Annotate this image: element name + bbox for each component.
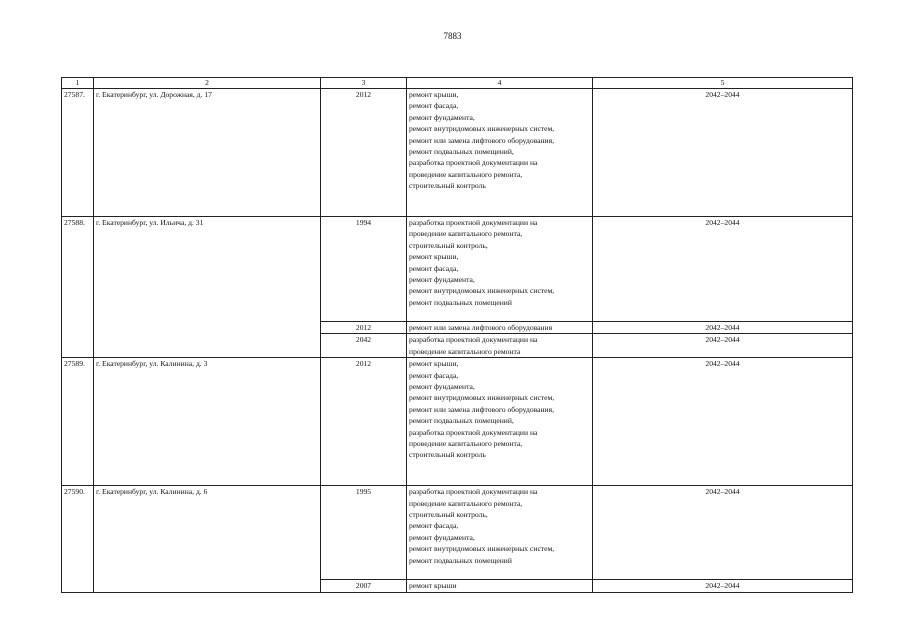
work-item: ремонт внутридомовых инженерных систем, [409,124,555,134]
table-row [62,217,853,322]
work-item: проведение капитального ремонта, [409,498,523,508]
work-item: ремонт внутридомовых инженерных систем, [409,286,555,296]
entry-address: г. Екатеринбург, ул. Ильича, д. 31 [94,217,321,358]
column-header-address: 2 [94,78,321,89]
repair-term: 2042–2044 [593,217,853,322]
entry-number: 27590. [62,486,94,592]
entry-address: г. Екатеринбург, ул. Калинина, д. 6 [94,486,321,592]
build-year: 1995 [321,486,407,580]
entry-number: 27589. [62,358,94,486]
work-item: ремонт или замена лифтового оборудования, [409,404,554,414]
work-item: ремонт фасада, [409,263,459,273]
table-header-row [62,78,853,89]
table-body [62,89,853,593]
work-item: ремонт подвальных помещений [409,297,512,307]
entry-number: 27588. [62,217,94,358]
entry-address: г. Екатеринбург, ул. Дорожная, д. 17 [94,89,321,217]
work-item: разработка проектной документации на [409,335,538,345]
table-row [62,358,853,486]
work-item: ремонт фундамента, [409,382,475,392]
work-item: ремонт крыши [409,581,457,591]
column-header-year: 3 [321,78,407,89]
work-item: ремонт фундамента, [409,275,475,285]
work-item: строительный контроль [409,181,486,191]
work-item: ремонт или замена лифтового оборудования [409,323,553,332]
build-year: 2007 [321,580,407,592]
work-item: проведение капитального ремонта, [409,169,523,179]
work-item: разработка проектной документации на [409,158,538,168]
work-item: строительный контроль, [409,510,488,520]
page-number: 7883 [443,31,462,41]
repair-term: 2042–2044 [593,334,853,358]
build-year: 2012 [321,358,407,486]
work-item: ремонт подвальных помещений, [409,416,514,426]
work-item: разработка проектной документации на [409,487,538,497]
entry-number: 27587. [62,89,94,217]
works-list [407,322,593,334]
column-header-term: 5 [593,78,853,89]
work-item: ремонт фасада, [409,521,459,531]
work-item: ремонт или замена лифтового оборудования, [409,135,554,145]
work-item: ремонт внутридомовых инженерных систем, [409,393,555,403]
works-list [407,334,593,358]
build-year: 2012 [321,89,407,217]
work-item: ремонт крыши, [409,90,459,99]
work-item: строительный контроль [409,450,486,460]
work-item: ремонт фасада, [409,370,459,380]
build-year: 2012 [321,322,407,334]
work-item: ремонт крыши, [409,359,459,369]
table-row [62,486,853,580]
repair-term: 2042–2044 [593,358,853,486]
build-year: 2042 [321,334,407,358]
work-item: ремонт крыши, [409,252,459,262]
work-item: ремонт фасада, [409,101,459,111]
work-item: ремонт подвальных помещений, [409,147,514,157]
works-list [407,486,593,580]
repair-schedule-table [61,77,853,593]
column-header-works: 4 [407,78,593,89]
build-year: 1994 [321,217,407,322]
repair-term: 2042–2044 [593,322,853,334]
work-item: ремонт подвальных помещений [409,555,512,565]
work-item: разработка проектной документации на [409,427,538,437]
work-item: ремонт фундамента, [409,112,475,122]
works-list [407,580,593,592]
repair-term: 2042–2044 [593,580,853,592]
works-list [407,89,593,217]
work-item: ремонт фундамента, [409,532,475,542]
work-item: разработка проектной документации на [409,218,538,227]
table-row [62,89,853,217]
repair-term: 2042–2044 [593,89,853,217]
work-item: ремонт внутридомовых инженерных систем, [409,544,555,554]
entry-address: г. Екатеринбург, ул. Калинина, д. 3 [94,358,321,486]
works-list [407,358,593,486]
work-item: проведение капитального ремонта, [409,439,523,449]
work-item: проведение капитального ремонта, [409,229,523,239]
works-list [407,217,593,322]
column-header-number: 1 [62,78,94,89]
work-item: проведение капитального ремонта [409,346,521,356]
repair-term: 2042–2044 [593,486,853,580]
work-item: строительный контроль, [409,240,488,250]
